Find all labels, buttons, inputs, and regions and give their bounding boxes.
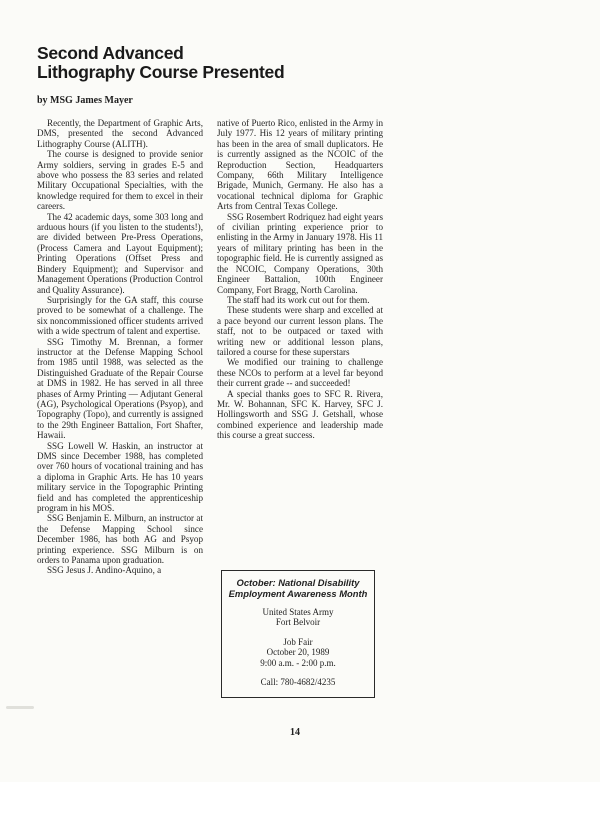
notice-time: 9:00 a.m. - 2:00 p.m. — [260, 657, 336, 668]
job-fair-notice-box — [221, 570, 375, 698]
paragraph: SSG Benjamin E. Milburn, an instructor at the Defense Mapping School since December 1986, has both AG and Psyop printing experience. SSG Milburn is on orders to Panama upon graduation. — [37, 513, 203, 566]
notice-org-line-1: United States Army — [262, 607, 334, 617]
paragraph: A special thanks goes to SFC R. Rivera, Mr. W. Bohannan, SFC K. Harvey, SFC J. Hollingsworth and SSG J. Getshall, whose combined experience and leadership made this course a great success. — [217, 388, 383, 441]
byline: by MSG James Mayer — [37, 95, 133, 106]
article-title-line-1: Second Advanced — [37, 43, 184, 63]
bottom-margin — [0, 782, 616, 836]
paragraph: SSG Timothy M. Brennan, a former instructor at the Defense Mapping School from 1985 until 1988, was selected as the Distinguished Graduate of the Repair Course at DMS in 1982. He has served in all three phases of Army Printing — Adjutant General (AG), Psychological Operations (Psyop), and Topography (Topo), and currently is assigned to the 29th Engineer Battalion, Fort Shafter, Hawaii. — [37, 336, 203, 441]
paragraph: These students were sharp and excelled at a pace beyond our current lesson plans. The staff, not to be outpaced or taxed with writing new or additional lesson plans, tailored a course for these superstars — [217, 305, 383, 357]
paragraph: The staff had its work cut out for them. — [227, 294, 370, 305]
paragraph: SSG Rosembert Rodriquez had eight years of civilian printing experience prior to enlisting in the Army in January 1978. His 11 years of military printing has been in the topographic field. He is currently assigned as the NCOIC, Company Operations, 30th Engineer Battalion, 100th Engineer Company, Fort Bragg, North Carolina. — [217, 211, 383, 295]
article-column-left — [37, 118, 203, 576]
paragraph: The course is designed to provide senior Army soldiers, serving in grades E-5 and above who possess the 83 series and related Military Occupational Specialties, with the knowledge required for them to excel in their careers. — [37, 149, 203, 212]
notice-org-line-2: Fort Belvoir — [275, 617, 321, 628]
notice-phone: Call: 780-4682/4235 — [260, 677, 336, 688]
notice-title-line-2: Employment Awareness Month — [228, 588, 368, 599]
notice-date: October 20, 1989 — [266, 647, 330, 658]
article-title — [37, 44, 337, 82]
paragraph: SSG Jesus J. Andino-Aquino, a — [47, 565, 162, 576]
scan-smudge — [6, 706, 34, 709]
paragraph: Recently, the Department of Graphic Arts, DMS, presented the second Advanced Lithography Course (ALITH). — [37, 118, 203, 149]
notice-title — [226, 577, 370, 599]
page-number: 14 — [290, 727, 300, 738]
notice-event: Job Fair — [283, 636, 313, 647]
paragraph-continued: native of Puerto Rico, enlisted in the Army in July 1977. His 12 years of military printing has been in the area of small duplicators. He is currently assigned as the NCOIC of the Reproduction Section, Headquarters Company, 66th Military Intelligence Brigade, Munich, Germany. He also has a vocational technical diploma for Graphic Arts from Central Texas College. — [217, 118, 383, 212]
paragraph: SSG Lowell W. Haskin, an instructor at DMS since December 1988, has completed over 760 hours of vocational training and has a diploma in Graphic Arts. He has 10 years military service in the Topographic Printing field and has completed the apprenticeship program in his MOS. — [37, 440, 203, 514]
paragraph: Surprisingly for the GA staff, this course proved to be somewhat of a challenge. The six noncommissioned officer students arrived with a wide spectrum of talent and expertise. — [37, 294, 203, 337]
paragraph: We modified our training to challenge these NCOs to perform at a level far beyond their current grade -- and succeeded! — [217, 357, 383, 389]
article-title-line-2: Lithography Course Presented — [37, 62, 285, 82]
notice-title-line-1: October: National Disability — [236, 577, 360, 588]
scan-margin — [600, 0, 616, 836]
article-column-right — [217, 118, 383, 441]
paragraph: The 42 academic days, some 303 long and arduous hours (if you listen to the students!), are divided between Pre-Press Operations, (Process Camera and Layout Equipment); Printing Operations (Offset Press and Bindery Equipment); and Supervisor and Management Operations (Production Control and Quality Assurance). — [37, 211, 203, 295]
